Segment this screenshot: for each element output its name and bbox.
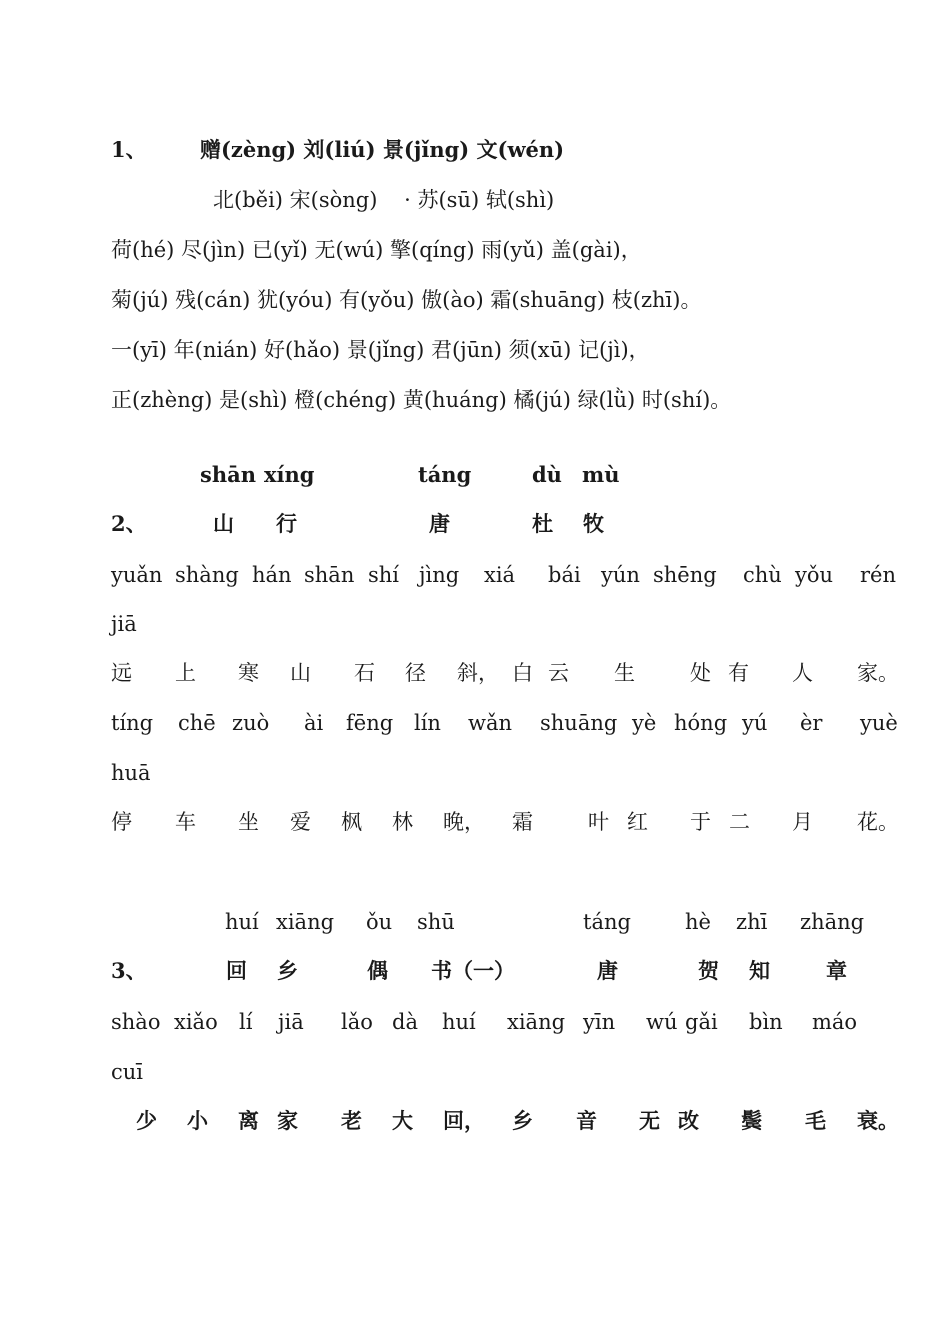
pinyin: huā [111,761,151,785]
title-pinyin: táng [583,910,631,934]
pinyin: rén [860,563,896,587]
pinyin: tíng [111,711,154,735]
title-char: 回 [226,958,247,983]
pinyin: zuò [232,711,270,735]
poem-char: 花。 [857,810,899,834]
poem-char: 坐 [238,810,259,834]
poem-char: 车 [175,810,196,834]
poem-char: 小 [187,1108,208,1133]
poem-char: 改 [678,1108,699,1133]
poem-char: 回， [443,1108,485,1133]
title-pinyin: mù [582,462,620,487]
pinyin: xiāng [507,1010,566,1034]
pinyin: lín [414,711,441,735]
poem-char: 晚， [443,810,485,834]
title-char: 牧 [583,511,604,536]
poem-char: 少 [136,1108,157,1133]
poem-char: 鬓 [741,1108,762,1133]
pinyin: shí [368,563,400,587]
poem-char: 山 [290,661,311,685]
poem-char: 于 [690,810,711,834]
poem-char: 寒 [238,661,259,685]
section-number: 3、 [111,958,147,983]
pinyin: gǎi [685,1010,718,1034]
poem-char: 处 [690,661,711,685]
pinyin: yǒu [795,563,834,587]
pinyin: ài [304,711,324,735]
poem-char: 无 [639,1108,660,1133]
pinyin: shào [111,1010,161,1034]
poem-char: 乡 [512,1108,533,1133]
poem-char: 爱 [290,810,311,834]
poem-char: 霜 [512,810,533,834]
title-char: 杜 [532,511,553,536]
title-char: 行 [276,511,297,536]
pinyin: èr [800,711,823,735]
title-char: 知 [749,958,770,983]
title-pinyin: shān [200,462,256,487]
title-char: 唐 [597,958,618,983]
title-char: 贺 [698,958,719,983]
pinyin: shàng [175,563,239,587]
poem-char: 红 [627,810,648,834]
title-char: 山 [213,511,234,536]
poem-char: 音 [576,1108,597,1133]
poem-char: 生 [614,661,635,685]
pinyin: lí [239,1010,253,1034]
pinyin: huí [442,1010,476,1034]
pinyin: cuī [111,1060,144,1084]
poem-char: 有 [728,661,749,685]
pinyin: fēng [346,711,394,735]
pinyin: yuǎn [111,563,163,587]
pinyin: máo [812,1010,858,1034]
title-pinyin: zhāng [800,910,865,934]
title-pinyin: dù [532,462,562,487]
title-pinyin: hè [685,910,711,934]
pinyin: shuāng [540,711,618,735]
pinyin: yú [742,711,768,735]
poem-char: 大 [392,1108,413,1133]
poem-line: 荷(hé) 尽(jìn) 已(yǐ) 无(wú) 擎(qíng) 雨(yǔ) 盖(gài)， [111,238,642,262]
pinyin: chē [178,711,216,735]
poem-char: 离 [238,1108,259,1133]
poem-char: 斜， [457,661,499,685]
pinyin: yè [632,711,657,735]
title-pinyin: shū [417,910,455,934]
pinyin: wǎn [468,711,513,735]
pinyin: chù [743,563,782,587]
title-char: 偶 [367,958,388,983]
poem-char: 月 [792,810,813,834]
poem-char: 人 [792,661,813,685]
pinyin: wú [646,1010,678,1034]
pinyin: jiā [278,1010,304,1034]
section-number: 1、 [111,137,147,162]
poem-char: 林 [392,810,413,834]
poem-char: 上 [175,661,196,685]
pinyin: jiā [111,612,137,636]
poem-line: 菊(jú) 残(cán) 犹(yóu) 有(yǒu) 傲(ào) 霜(shuāng) 枝(zhī)。 [111,288,702,312]
pinyin: hán [252,563,292,587]
poem-char: 停 [111,810,132,834]
poem-line: 一(yī) 年(nián) 好(hǎo) 景(jǐng) 君(jūn) 须(xū) 记(jì)， [111,338,650,362]
poem-char: 老 [341,1108,362,1133]
pinyin: shān [304,563,355,587]
pinyin: yún [601,563,640,587]
poem-line: 正(zhèng) 是(shì) 橙(chéng) 黄(huáng) 橘(jú) 绿(lǜ) 时(shí)。 [111,388,732,412]
section-number: 2、 [111,511,147,536]
pinyin: jìng [419,563,460,587]
poem-char: 毛 [805,1108,826,1133]
title-pinyin: huí [225,910,259,934]
pinyin: lǎo [341,1010,373,1034]
title-char: 乡 [277,958,298,983]
poem-char: 石 [354,661,375,685]
pinyin: bái [548,563,581,587]
poem-title: 赠(zèng) 刘(liú) 景(jǐng) 文(wén) [200,137,565,162]
pinyin: dà [392,1010,418,1034]
poem-char: 远 [111,661,132,685]
pinyin: yīn [583,1010,616,1034]
pinyin: shēng [653,563,717,587]
poem-char: 叶 [588,810,609,834]
title-char: 书（一） [431,958,515,983]
poem-char: 白 [512,661,533,685]
title-pinyin: ǒu [366,910,393,934]
pinyin: bìn [749,1010,783,1034]
pinyin: xiǎo [174,1010,218,1034]
pinyin: yuè [860,711,898,735]
title-pinyin: xíng [264,462,315,487]
title-char: 章 [826,958,847,983]
title-pinyin: xiāng [276,910,335,934]
poem-char: 家 [277,1108,298,1133]
pinyin: xiá [484,563,516,587]
title-pinyin: zhī [736,910,768,934]
poem-author: 北(běi) 宋(sòng) · 苏(sū) 轼(shì) [213,188,555,212]
poem-char: 云 [548,661,569,685]
title-char: 唐 [429,511,450,536]
poem-char: 二 [729,810,750,834]
poem-char: 家。 [857,661,899,685]
title-pinyin: táng [418,462,472,487]
poem-char: 衰。 [857,1108,899,1133]
pinyin: hóng [674,711,728,735]
poem-char: 枫 [341,810,362,834]
poem-char: 径 [405,661,426,685]
